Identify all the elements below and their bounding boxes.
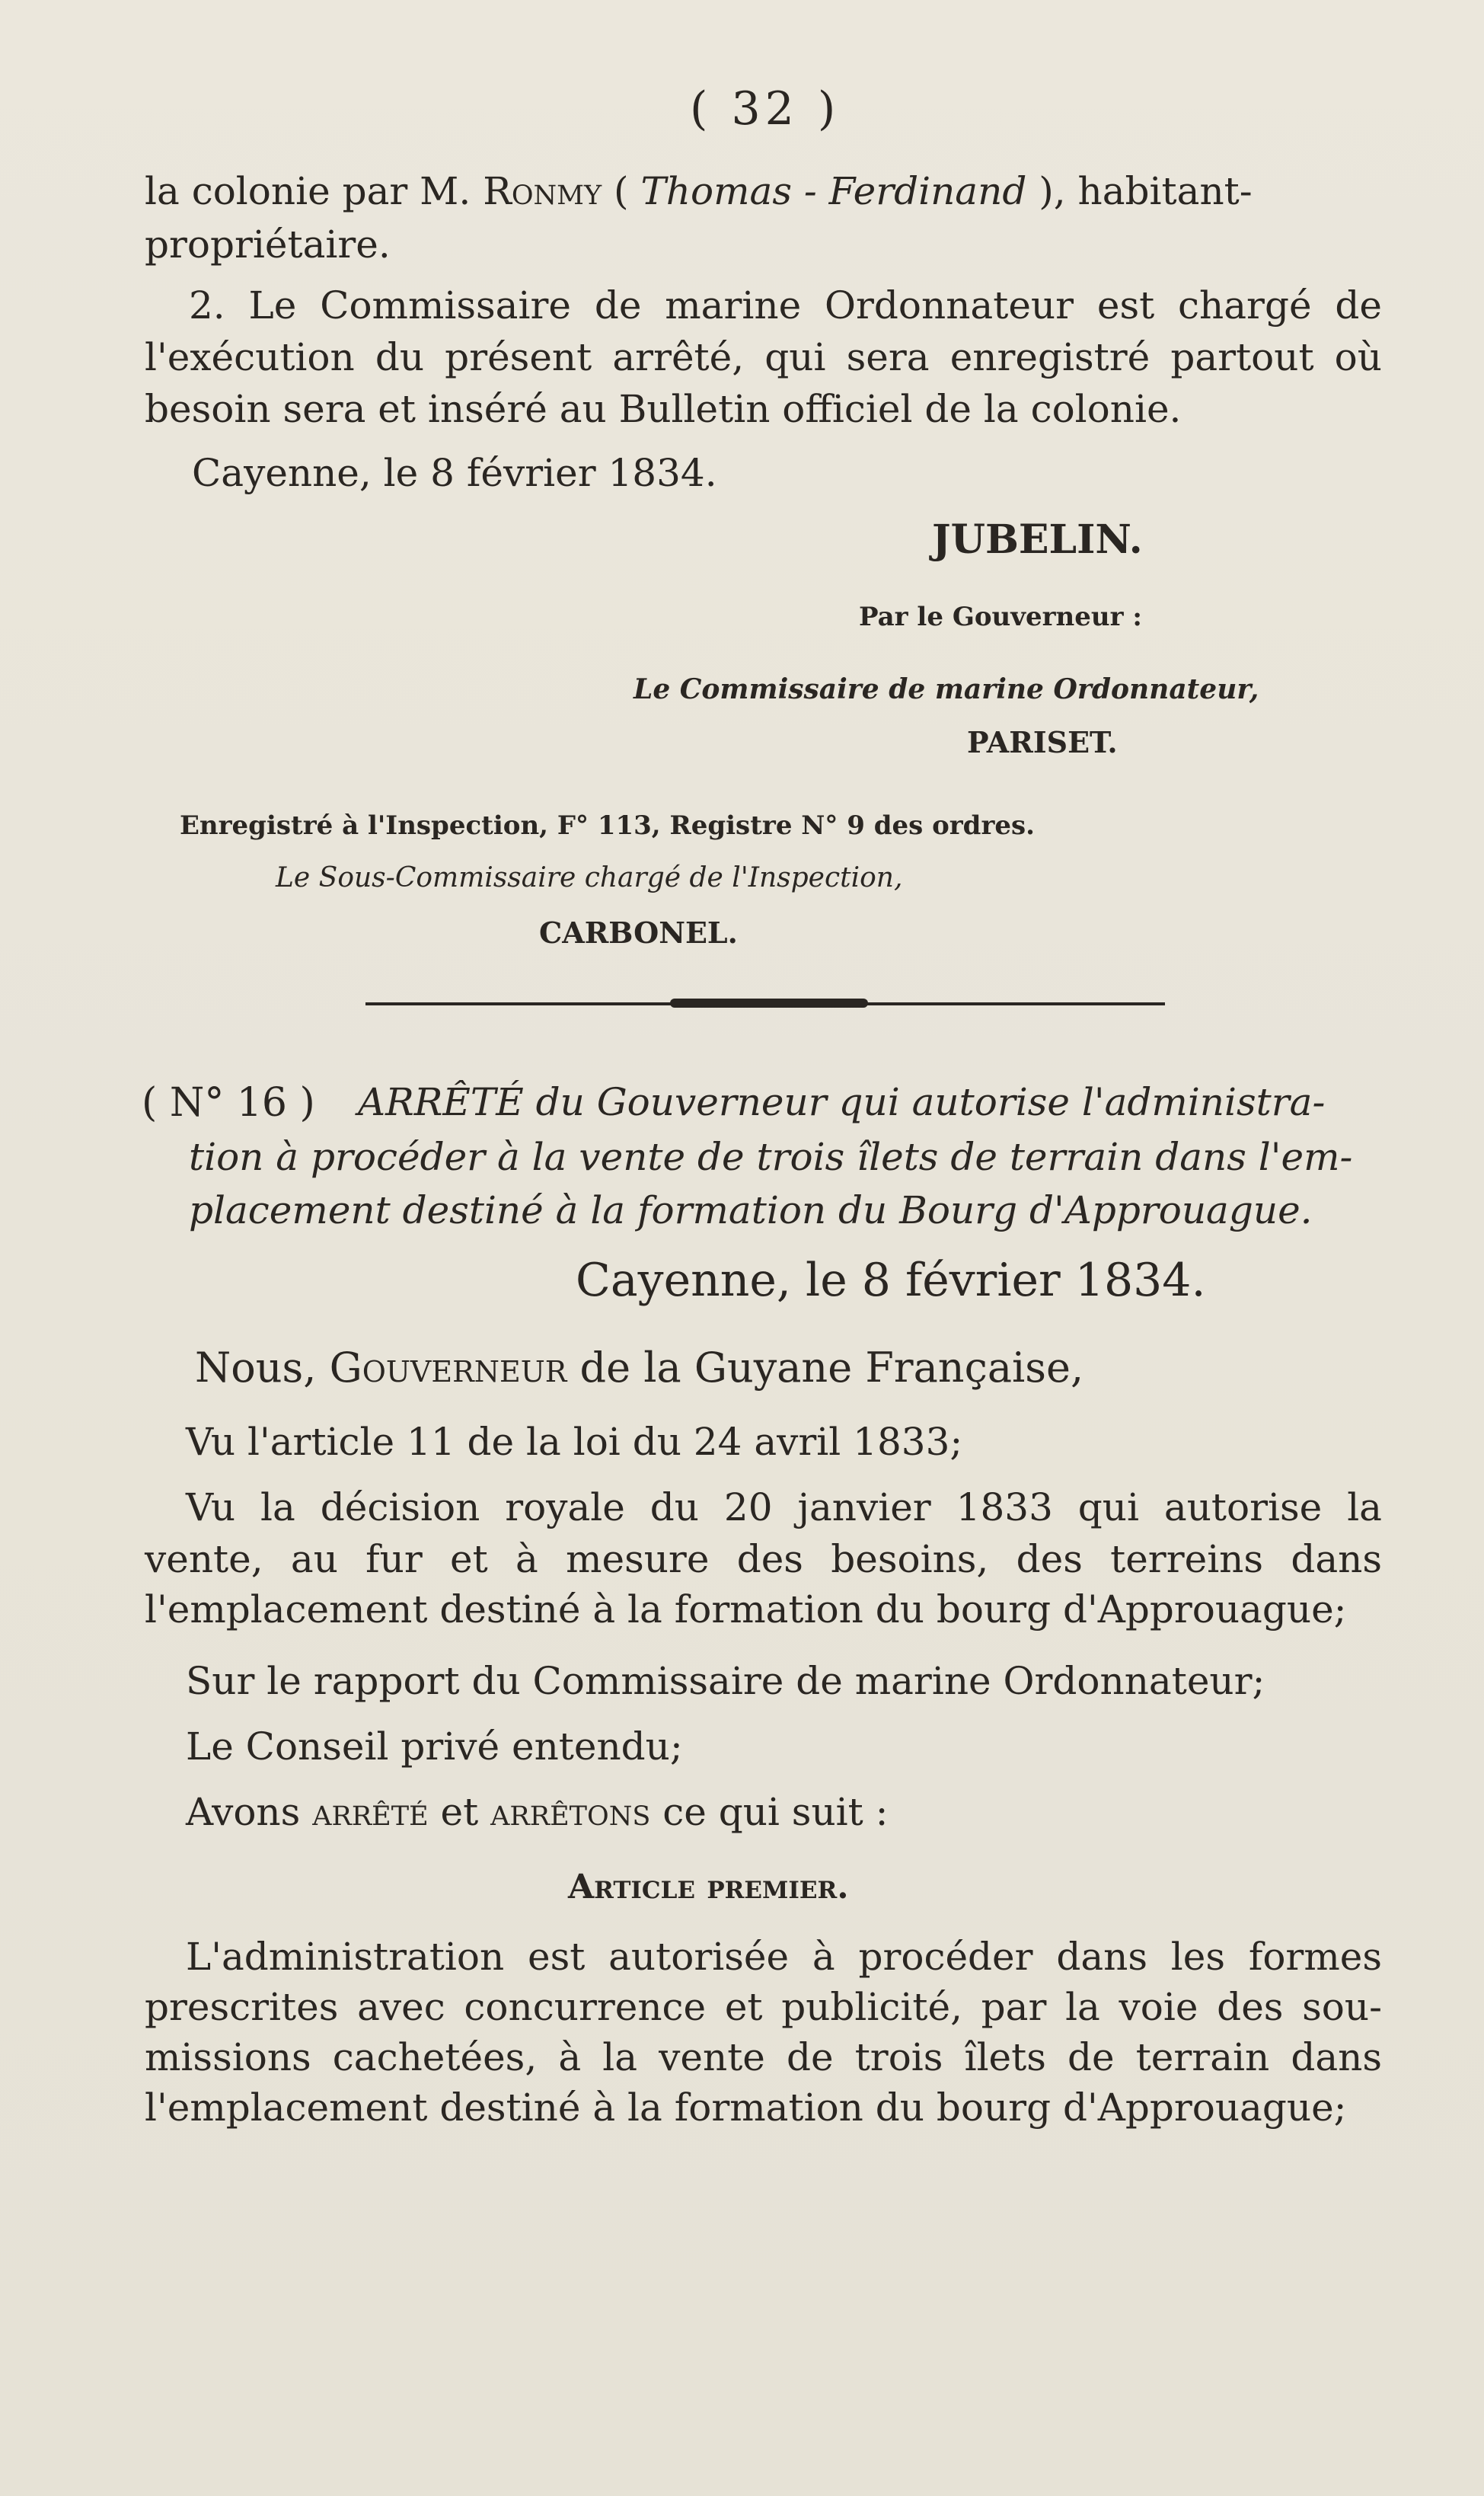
vu-line-1: Vu l'article 11 de la loi du 24 avril 1833; xyxy=(186,1420,963,1464)
text-line-4: l'exécution du présent arrêté, qui sera enregistré partout où xyxy=(145,335,1382,379)
sur-line: Sur le rapport du Commissaire de marine Ordonnateur; xyxy=(186,1659,1265,1703)
conseil-line: Le Conseil privé entendu; xyxy=(186,1724,683,1769)
text-line-3: 2. Le Commissaire de marine Ordonnateur est chargé de xyxy=(189,283,1382,328)
signature-pariset: PARISET. xyxy=(967,725,1118,759)
date-line-2: Cayenne, le 8 février 1834. xyxy=(576,1254,1206,1307)
text-segment: et xyxy=(440,1790,479,1834)
article-line-3: missions cachetées, à la vente de trois îlets de terrain dans xyxy=(145,2035,1382,2079)
article-heading: Article premier. xyxy=(568,1868,849,1906)
text-line-1 xyxy=(145,169,1253,213)
enregistre-line: Enregistré à l'Inspection, F° 113, Registre N° 9 des ordres. xyxy=(180,810,1035,841)
name-thomas-ferdinand: Thomas - Ferdinand xyxy=(640,169,1027,213)
text-segment: la colonie par M. xyxy=(145,169,471,213)
avons-line xyxy=(186,1790,888,1834)
arrete-title-line-3: placement destiné à la formation du Bourg d'Approuague. xyxy=(189,1188,1313,1232)
rule-ornament xyxy=(670,999,868,1008)
signature-jubelin: JUBELIN. xyxy=(932,516,1143,563)
text-segment: ( xyxy=(614,169,629,213)
text-segment: Avons xyxy=(186,1790,301,1834)
article-line-2: prescrites avec concurrence et publicité, par la voie des sou- xyxy=(145,1985,1382,2029)
arretons-word: arrêtons xyxy=(490,1790,651,1834)
text-segment: de la Guyane Française, xyxy=(579,1344,1084,1392)
article-line-1: L'administration est autorisée à procéder dans les formes xyxy=(186,1935,1382,1979)
text-segment: ce qui suit : xyxy=(662,1790,889,1834)
commissaire-title: Le Commissaire de marine Ordonnateur, xyxy=(633,673,1259,705)
signature-carbonel: CARBONEL. xyxy=(539,916,738,950)
text-line-2: propriétaire. xyxy=(145,222,391,267)
vu-line-2c: l'emplacement destiné à la formation du bourg d'Approuague; xyxy=(145,1587,1347,1632)
arrete-title-line-2: tion à procéder à la vente de trois îlets de terrain dans l'em- xyxy=(189,1135,1353,1179)
name-ronmy: Ronmy xyxy=(483,169,602,213)
par-le-gouverneur: Par le Gouverneur : xyxy=(859,602,1142,632)
sous-commissaire-title: Le Sous-Commissaire chargé de l'Inspection, xyxy=(276,862,903,893)
gouverneur-title: Gouverneur xyxy=(329,1344,567,1392)
date-line-1: Cayenne, le 8 février 1834. xyxy=(192,451,717,495)
arrete-word: arrêté xyxy=(312,1790,429,1834)
arrete-number: ( N° 16 ) xyxy=(142,1080,315,1126)
nous-line xyxy=(195,1344,1083,1392)
text-segment: ), habitant- xyxy=(1039,169,1253,213)
vu-line-2a: Vu la décision royale du 20 janvier 1833 qui autorise la xyxy=(186,1485,1382,1529)
page-number: ( 32 ) xyxy=(690,82,841,136)
arrete-title-line-1: ARRÊTÉ du Gouverneur qui autorise l'administra- xyxy=(358,1080,1326,1124)
text-segment: Nous, xyxy=(195,1344,317,1392)
text-line-5: besoin sera et inséré au Bulletin officiel de la colonie. xyxy=(145,387,1182,431)
vu-line-2b: vente, au fur et à mesure des besoins, des terreins dans xyxy=(145,1537,1382,1581)
article-line-4: l'emplacement destiné à la formation du bourg d'Approuague; xyxy=(145,2085,1347,2130)
